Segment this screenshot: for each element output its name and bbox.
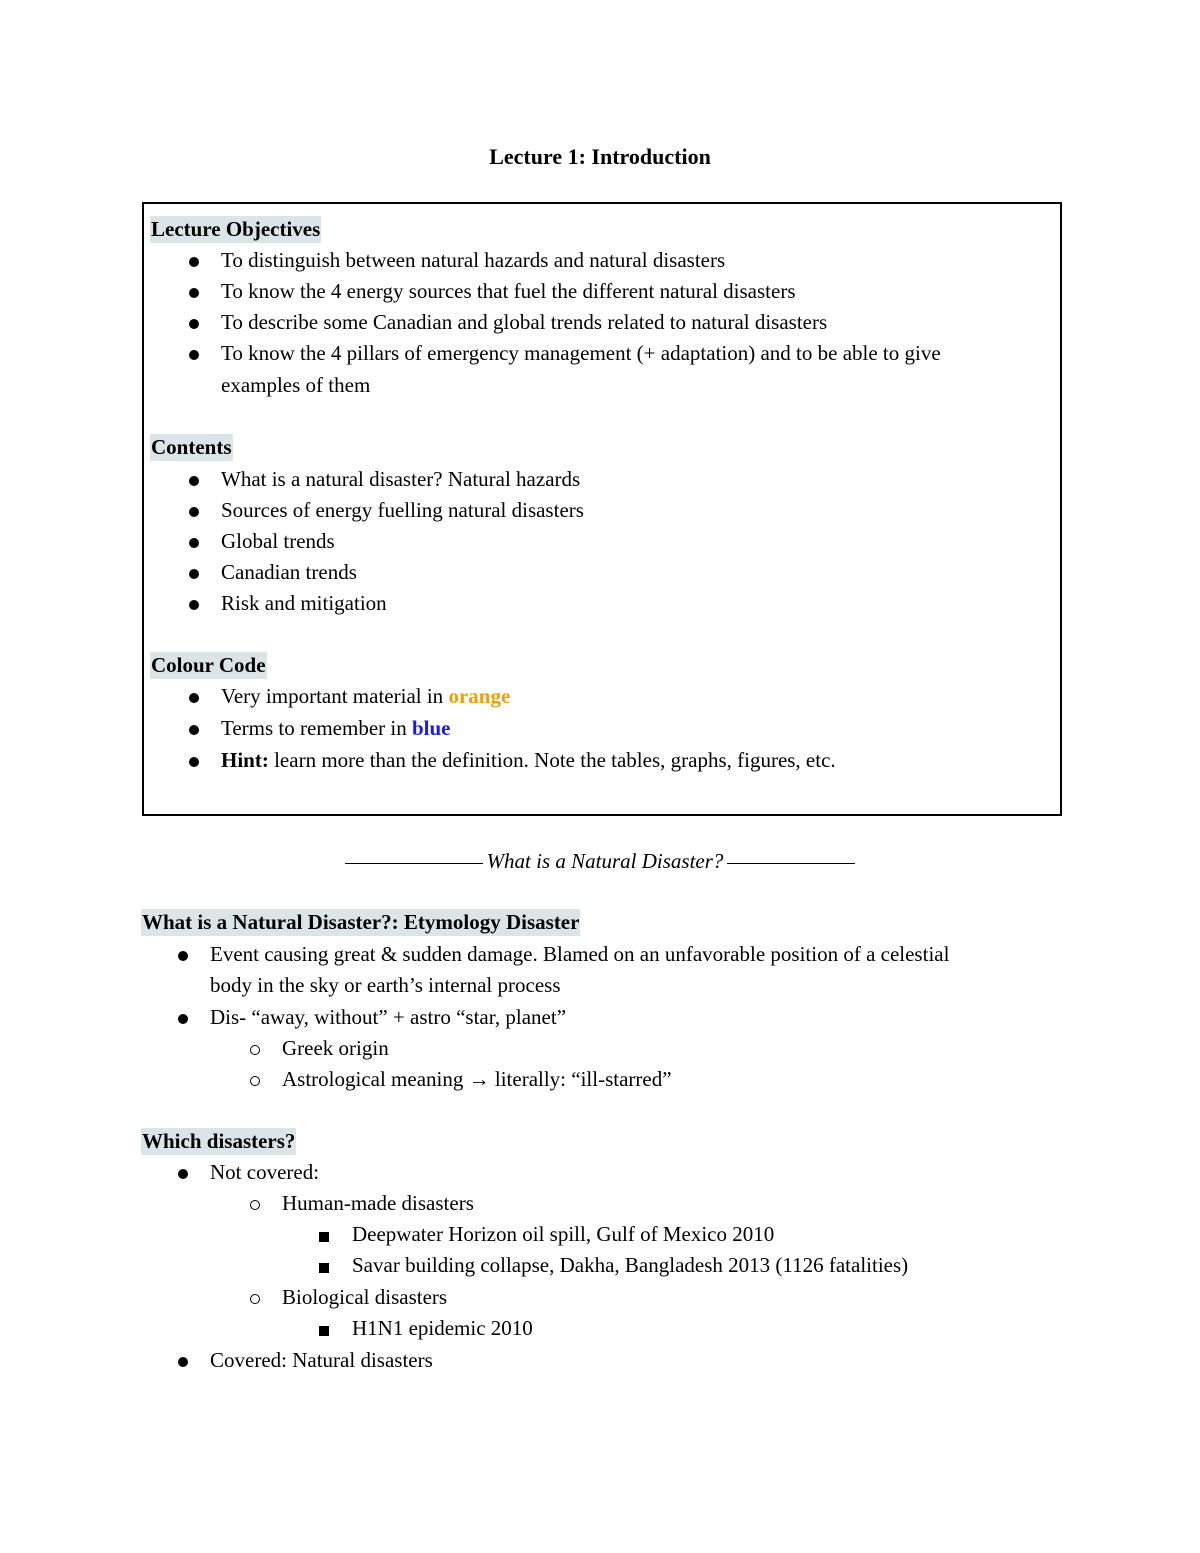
objective-item: To describe some Canadian and global trends related to natural disasters <box>221 310 828 334</box>
contents-item: Global trends <box>221 529 335 553</box>
hollow-bullet-icon <box>250 1076 260 1086</box>
orange-keyword: orange <box>448 684 511 708</box>
bullet-icon <box>189 693 199 703</box>
bullet-icon <box>178 1357 188 1367</box>
etymology-subitem: Greek origin <box>282 1036 389 1060</box>
etymology-item: Dis- “away, without” + astro “star, planet” <box>210 1005 567 1029</box>
colour-code-heading: Colour Code <box>151 653 266 677</box>
which-item: Not covered: <box>210 1160 320 1184</box>
bullet-icon <box>189 757 199 767</box>
objectives-heading: Lecture Objectives <box>151 217 321 241</box>
colour-code-item: Terms to remember in blue <box>221 716 451 740</box>
bullet-icon <box>189 600 199 610</box>
which-subsubitem: Deepwater Horizon oil spill, Gulf of Mexico 2010 <box>352 1222 775 1246</box>
hollow-bullet-icon <box>250 1294 260 1304</box>
bullet-icon <box>189 507 199 517</box>
etymology-heading: What is a Natural Disaster?: Etymology Disaster <box>142 910 580 934</box>
bullet-icon <box>178 1014 188 1024</box>
bullet-icon <box>178 1169 188 1179</box>
bullet-icon <box>189 257 199 267</box>
objective-item: To know the 4 pillars of emergency management (+ adaptation) and to be able to give <box>221 341 941 365</box>
which-disasters-heading: Which disasters? <box>142 1129 296 1153</box>
objective-item: To distinguish between natural hazards and natural disasters <box>221 248 726 272</box>
bullet-icon <box>178 951 188 961</box>
bullet-icon <box>189 350 199 360</box>
etymology-subitem: Astrological meaning → literally: “ill-starred” <box>282 1067 672 1091</box>
which-item: Covered: Natural disasters <box>210 1348 433 1372</box>
contents-heading: Contents <box>151 435 232 459</box>
page-title: Lecture 1: Introduction <box>489 144 711 169</box>
bullet-icon <box>189 538 199 548</box>
objective-item-continuation: examples of them <box>221 373 371 397</box>
which-subsubitem: Savar building collapse, Dakha, Bangladesh 2013 (1126 fatalities) <box>352 1253 909 1277</box>
bullet-icon <box>189 725 199 735</box>
bullet-icon <box>189 476 199 486</box>
bullet-icon <box>189 288 199 298</box>
etymology-item: Event causing great & sudden damage. Blamed on an unfavorable position of a celestial <box>210 942 950 966</box>
colour-code-item: Very important material in orange <box>221 684 511 708</box>
which-subitem: Biological disasters <box>282 1285 448 1309</box>
divider-rule <box>727 863 855 864</box>
section-divider: What is a Natural Disaster? <box>0 846 1200 876</box>
objective-item: To know the 4 energy sources that fuel the different natural disasters <box>221 279 796 303</box>
contents-item: What is a natural disaster? Natural hazards <box>221 467 581 491</box>
bullet-icon <box>189 319 199 329</box>
hollow-bullet-icon <box>250 1200 260 1210</box>
square-bullet-icon <box>319 1326 329 1336</box>
which-subitem: Human-made disasters <box>282 1191 474 1215</box>
contents-item: Sources of energy fuelling natural disasters <box>221 498 584 522</box>
square-bullet-icon <box>319 1232 329 1242</box>
blue-keyword: blue <box>411 716 451 740</box>
contents-item: Risk and mitigation <box>221 591 387 615</box>
colour-code-item: Hint: learn more than the definition. Note the tables, graphs, figures, etc. <box>221 748 836 772</box>
hollow-bullet-icon <box>250 1045 260 1055</box>
square-bullet-icon <box>319 1263 329 1273</box>
contents-item: Canadian trends <box>221 560 357 584</box>
divider-rule <box>345 863 483 864</box>
etymology-item-continuation: body in the sky or earth’s internal process <box>210 973 561 997</box>
which-subsubitem: H1N1 epidemic 2010 <box>352 1316 533 1340</box>
bullet-icon <box>189 569 199 579</box>
